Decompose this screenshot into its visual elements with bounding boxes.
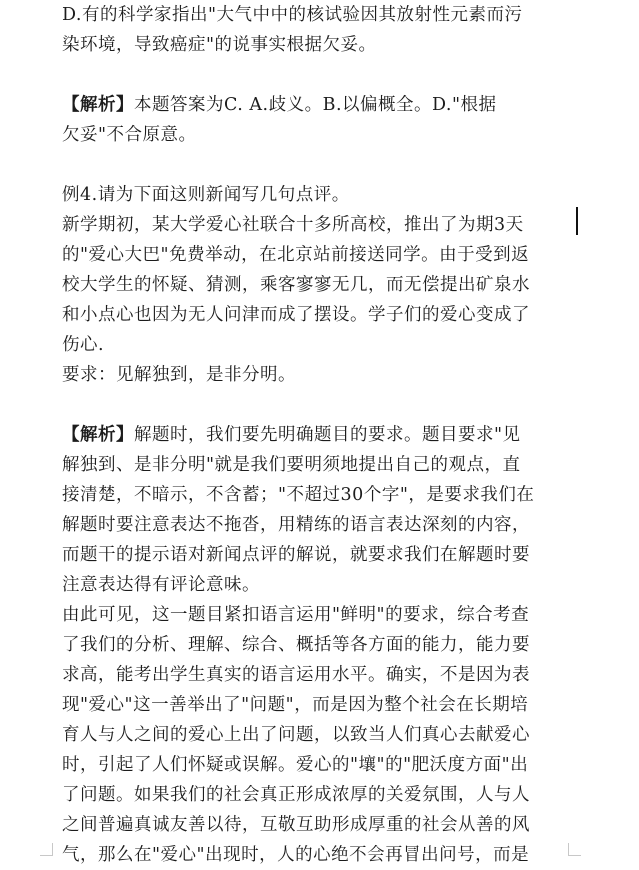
paragraph-gap bbox=[62, 150, 582, 180]
news-line-3: 校大学生的怀疑、猜测，乘客寥寥无几，而无偿提出矿泉水 bbox=[62, 275, 530, 295]
analysis-2-line: 育人与人之间的爱心上出了问题，以致当人们真心去献爱心 bbox=[62, 725, 530, 745]
paragraph-gap bbox=[62, 390, 582, 420]
example-4-title: 例4.请为下面这则新闻写几句点评。 bbox=[62, 185, 350, 205]
news-line-1: 新学期初，某大学爱心社联合十多所高校，推出了为期3天 bbox=[62, 215, 524, 235]
analysis-2-line-1 bbox=[62, 420, 582, 450]
analysis-2-line: 求高，能考出学生真实的语言运用水平。确实，不是因为表 bbox=[62, 665, 530, 685]
analysis-2-line: 而题干的提示语对新闻点评的解说，就要求我们在解题时要 bbox=[62, 545, 530, 565]
analysis-1-text: 本题答案为C. A.歧义。B.以偏概全。D."根据 bbox=[134, 95, 497, 115]
option-d-line-1: D.有的科学家指出"大气中中的核试验因其放射性元素而污 bbox=[62, 5, 523, 25]
analysis-2-line: 接清楚，不暗示，不含蓄；"不超过30个字"，是要求我们在 bbox=[62, 485, 535, 505]
document-content bbox=[62, 0, 582, 870]
page-corner-mark bbox=[568, 843, 581, 856]
analysis-2-line: 现"爱心"这一善举出了"问题"，而是因为整个社会在长期培 bbox=[62, 695, 529, 715]
analysis-1-line-2: 欠妥"不合原意。 bbox=[62, 125, 197, 145]
analysis-label: 【解析】 bbox=[62, 425, 134, 445]
analysis-2-text: 解题时，我们要先明确题目的要求。题目要求"见 bbox=[134, 425, 521, 445]
requirement-line: 要求：见解独到，是非分明。 bbox=[62, 365, 296, 385]
analysis-2-line: 了我们的分析、理解、综合、概括等各方面的能力，能力要 bbox=[62, 635, 530, 655]
analysis-label: 【解析】 bbox=[62, 95, 134, 115]
option-d-line-2: 染环境，导致癌症"的说事实根据欠妥。 bbox=[62, 35, 377, 55]
analysis-1-line-1 bbox=[62, 90, 582, 120]
analysis-2-line: 时，引起了人们怀疑或误解。爱心的"壤"的"肥沃度方面"出 bbox=[62, 755, 529, 775]
analysis-2-line: 解独到、是非分明"就是我们要明须地提出自己的观点，直 bbox=[62, 455, 521, 475]
analysis-2-line: 了问题。如果我们的社会真正形成浓厚的关爱氛围，人与人 bbox=[62, 785, 530, 805]
analysis-2-line: 注意表达得有评论意味。 bbox=[62, 575, 260, 595]
news-line-2: 的"爱心大巴"免费举动，在北京站前接送同学。由于受到返 bbox=[62, 245, 530, 265]
news-line-5: 伤心. bbox=[62, 335, 105, 355]
analysis-2-line: 之间普遍真诚友善以待，互敬互助形成厚重的社会从善的风 bbox=[62, 815, 530, 835]
analysis-2-line: 气，那么在"爱心"出现时，人的心绝不会再冒出问号，而是 bbox=[62, 845, 530, 865]
text-cursor bbox=[576, 207, 578, 235]
news-line-4: 和小点心也因为无人问津而成了摆设。学子们的爱心变成了 bbox=[62, 305, 530, 325]
analysis-2-line: 由此可见，这一题目紧扣语言运用"鲜明"的要求，综合考查 bbox=[62, 605, 530, 625]
page-corner-mark bbox=[40, 843, 53, 856]
analysis-2-line: 解题时要注意表达不拖沓，用精练的语言表达深刻的内容， bbox=[62, 515, 530, 535]
paragraph-gap bbox=[62, 60, 582, 90]
